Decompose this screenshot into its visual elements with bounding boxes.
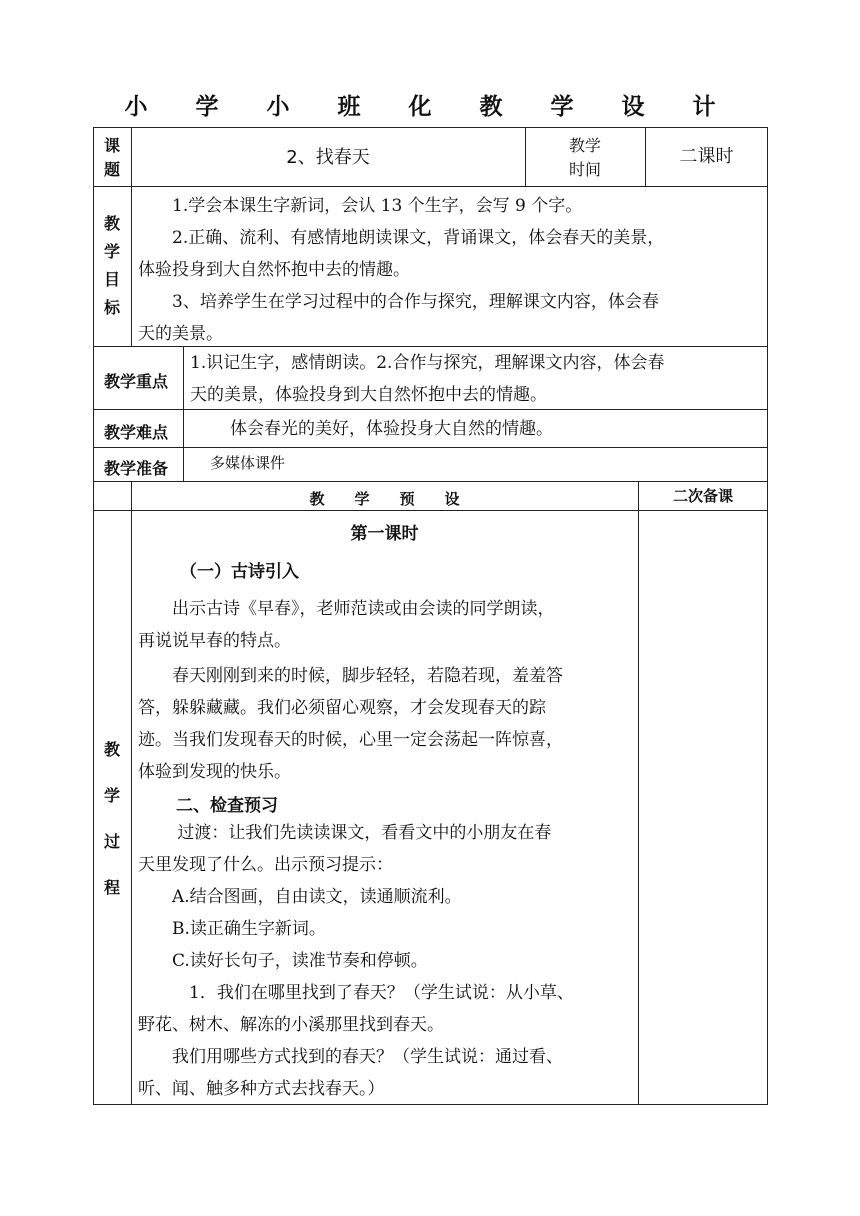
objectives-text: 1.学会本课生字新词，会认 13 个生字，会写 9 个字。 2.正确、流利、有感情地朗读课文，背诵课文，体会春天的美景， 体验投身到大自然怀抱中去的情趣。 3、培养学生在学习过程中的合作与探究，理解课文内容，体会春 天的美景。 xyxy=(138,196,665,344)
time-value: 二课时 xyxy=(679,146,734,167)
preset-heading: 教 学 预 设 xyxy=(309,490,460,508)
process-label: 教 学 过 程 xyxy=(103,740,120,897)
difficulties-label: 教学难点 xyxy=(104,423,169,442)
period-title: 第一课时 xyxy=(350,524,419,544)
time-label: 教学 时间 xyxy=(568,136,601,179)
preparation-label: 教学准备 xyxy=(104,459,169,478)
key-points-label: 教学重点 xyxy=(104,372,169,391)
section-ancient-poem: （一）古诗引入 xyxy=(180,562,299,582)
lesson-title: 2、找春天 xyxy=(286,147,370,168)
objectives-label: 教 学 目 标 xyxy=(103,214,120,317)
preparation-text: 多媒体课件 xyxy=(210,454,286,472)
paragraph-early-spring: 出示古诗《早春》，老师范读或由会读的同学朗读， 再说说早春的特点。 xyxy=(138,599,555,651)
section-check-preview: 二、检查预习 xyxy=(176,796,278,816)
paragraph-spring-arrives: 春天刚刚到来的时候，脚步轻轻，若隐若现，羞羞答 答，躲躲藏藏。我们必须留心观察，才会发现春天的踪 迹。当我们发现春天的时候，心里一定会荡起一阵惊喜， 体验到发现的快乐。 xyxy=(138,666,563,782)
page-title: 小 学 小 班 化 教 学 设 计 xyxy=(124,94,736,120)
difficulties-text: 体会春光的美好，体验投身大自然的情趣。 xyxy=(230,419,553,439)
paragraph-preview: 过渡：让我们先读读课文，看看文中的小朋友在春 天里发现了什么。出示预习提示： A.结合图画，自由读文，读通顺流利。 B.读正确生字新词。 C.读好长句子，读准节奏和停顿。 1．我们在哪里找到了春天？（学生试说：从小草、 野花、树木、解冻的小溪那里找到春天。 我们用哪些方式找到的春天？（学生试说：通过看、 听、闻、触多种方式去找春天。） xyxy=(138,823,574,1099)
second-prep-heading: 二次备课 xyxy=(672,487,733,505)
key-points-text: 1.识记生字，感情朗读。2.合作与探究，理解课文内容，体会春 天的美景，体验投身到大自然怀抱中去的情趣。 xyxy=(190,353,665,405)
lesson-label: 课 题 xyxy=(103,136,120,179)
